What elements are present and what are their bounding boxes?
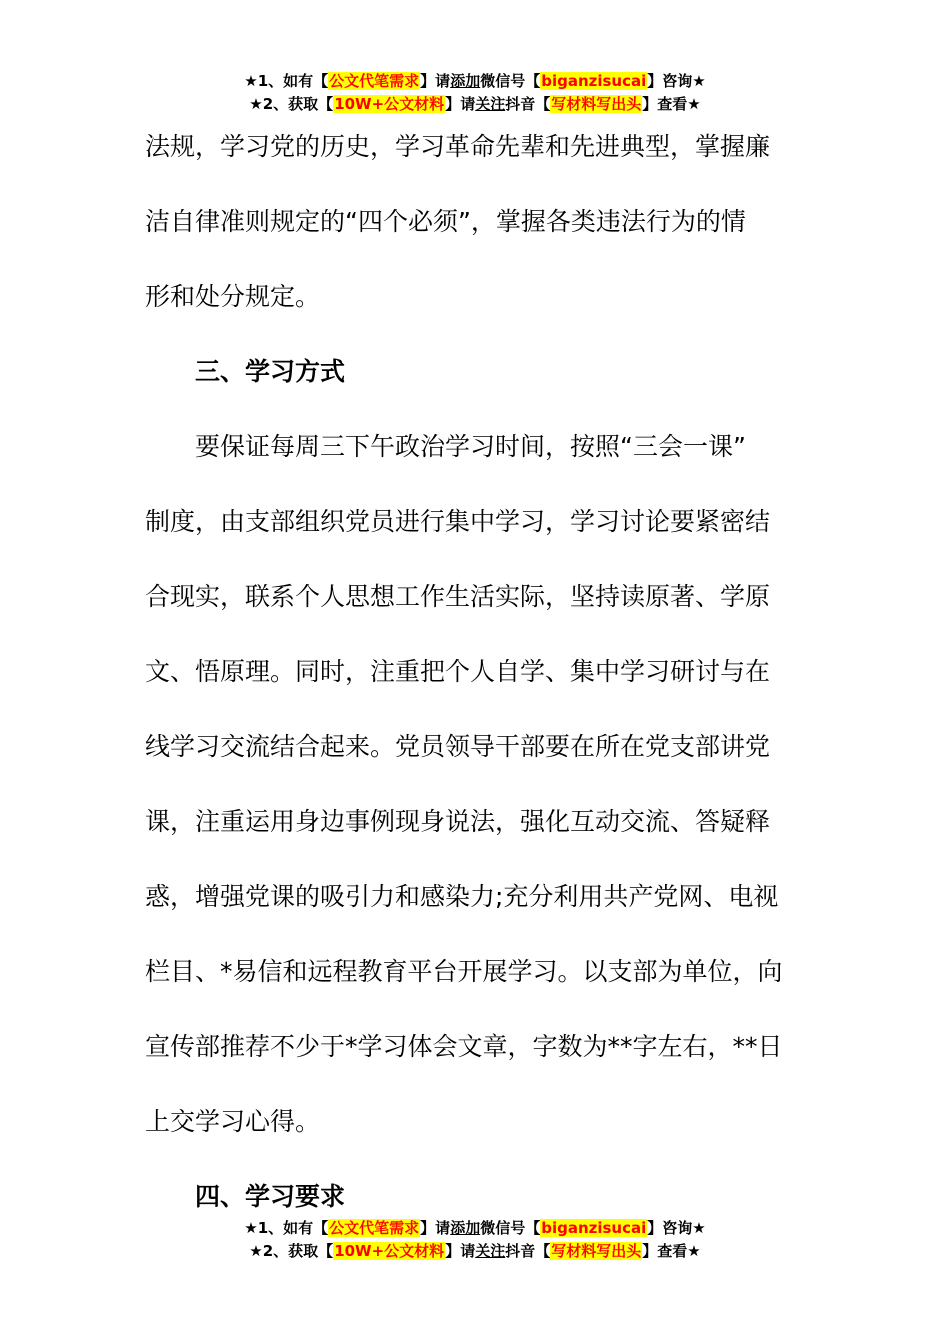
promo-text: ★2、获取【	[249, 1242, 334, 1260]
promo-text: ★1、如有【	[244, 1219, 329, 1237]
promo-text: 】查看★	[642, 1242, 701, 1260]
promo-line-1	[0, 1217, 950, 1240]
promo-text: 】查看★	[642, 95, 701, 113]
text-line: 洁自律准则规定的“四个必须”，掌握各类违法行为的情	[145, 207, 746, 236]
text-line: 文、悟原理。同时，注重把个人自学、集中学习研讨与在	[145, 657, 771, 686]
section-heading-3: 三、学习方式	[195, 357, 346, 386]
promo-text: ★2、获取【	[249, 95, 334, 113]
promo-highlight: biganzisucai	[541, 72, 647, 90]
promo-text: 】请	[445, 95, 476, 113]
promo-highlight: 10W+公文材料	[334, 1242, 445, 1260]
promo-highlight: 公文代笔需求	[329, 1219, 420, 1237]
text-line: 制度，由支部组织党员进行集中学习，学习讨论要紧密结	[145, 507, 771, 536]
text-line: 合现实，联系个人思想工作生活实际，坚持读原著、学原	[145, 582, 771, 611]
text-line: 线学习交流结合起来。党员领导干部要在所在党支部讲党	[145, 732, 771, 761]
promo-text: 抖音【	[505, 95, 551, 113]
promo-text: 】请	[420, 1219, 451, 1237]
promo-text: 抖音【	[505, 1242, 551, 1260]
promo-text: 】请	[420, 72, 451, 90]
promo-highlight: 公文代笔需求	[329, 72, 420, 90]
promo-text: 】咨询★	[647, 1219, 706, 1237]
promo-line-2	[0, 1240, 950, 1263]
text-line: 法规，学习党的历史，学习革命先辈和先进典型，掌握廉	[145, 132, 771, 161]
paragraph-1	[145, 109, 805, 334]
text-line: 要保证每周三下午政治学习时间，按照“三会一课”	[195, 432, 746, 461]
text-line: 惑，增强党课的吸引力和感染力;充分利用共产党网、电视	[145, 882, 779, 911]
paragraph-2	[145, 409, 805, 1159]
promo-highlight: 写材料写出头	[551, 95, 642, 113]
promo-highlight: 写材料写出头	[551, 1242, 642, 1260]
promo-banner-bottom	[0, 1217, 950, 1263]
document-body	[145, 109, 805, 1234]
promo-text: 微信号【	[480, 72, 541, 90]
text-line: 上交学习心得。	[145, 1107, 321, 1136]
text-line: 课，注重运用身边事例现身说法，强化互动交流、答疑释	[145, 807, 771, 836]
promo-underline-text: 关注	[475, 95, 506, 113]
promo-text: 微信号【	[480, 1219, 541, 1237]
section-heading-4: 四、学习要求	[195, 1182, 346, 1211]
promo-text: 】请	[445, 1242, 476, 1260]
promo-text: 】咨询★	[647, 72, 706, 90]
promo-underline-text: 添加	[450, 1219, 481, 1237]
text-line: 形和处分规定。	[145, 282, 321, 311]
promo-highlight: 10W+公文材料	[334, 95, 445, 113]
promo-underline-text: 关注	[475, 1242, 506, 1260]
promo-text: ★1、如有【	[244, 72, 329, 90]
promo-highlight: biganzisucai	[541, 1219, 647, 1237]
text-line: 宣传部推荐不少于*学习体会文章，字数为**字左右，**日	[145, 1032, 783, 1061]
promo-line-1	[0, 70, 950, 93]
promo-underline-text: 添加	[450, 72, 481, 90]
text-line: 栏目、*易信和远程教育平台开展学习。以支部为单位，向	[145, 957, 783, 986]
